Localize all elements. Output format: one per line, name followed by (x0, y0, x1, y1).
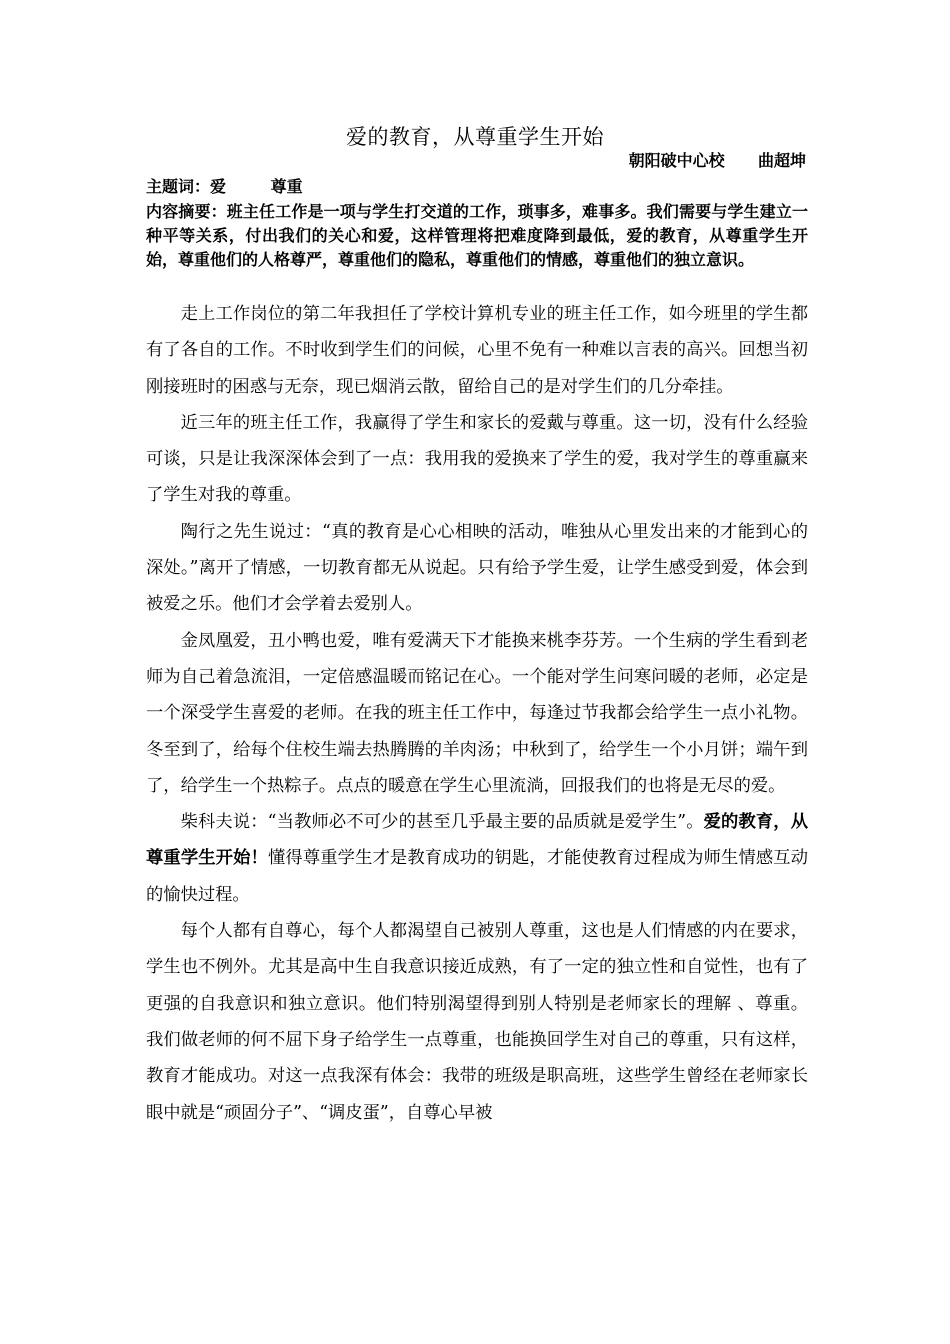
body-paragraph-1: 走上工作岗位的第二年我担任了学校计算机专业的班主任工作，如今班里的学生都有了各自的工作。不时收到学生们的问候，心里不免有一种难以言表的高兴。回想当初刚接班时的困惑与无奈，现已烟消云散，留给自己的是对学生们的几分牵挂。 (146, 304, 808, 397)
keywords-line: 主题词：爱 尊重 (146, 177, 303, 196)
author-line: 朝阳破中心校 曲超坤 (628, 151, 806, 170)
body-paragraph-2: 近三年的班主任工作，我赢得了学生和家长的爱戴与尊重。这一切，没有什么经验可谈，只是让我深深体会到了一点：我用我的爱换来了学生的爱，我对学生的尊重赢来了学生对我的尊重。 (146, 412, 808, 506)
body-paragraph-4: 金凤凰爱，丑小鸭也爱，唯有爱满天下才能换来桃李芬芳。一个生病的学生看到老师为自己着急流泪，一定倍感温暖而铭记在心。一个能对学生问寒问暖的老师，必定是一个深受学生喜爱的老师。在我的班主任工作中，每逢过节我都会给学生一点小礼物。冬至到了，给每个住校生端去热腾腾的羊肉汤；中秋到了，给学生一个小月饼；端午到了，给学生一个热粽子。点点的暖意在学生心里流淌，回报我们的也将是无尽的爱。 (146, 630, 808, 796)
paragraph-5-emphasis: 爱的教育，从尊重学生开始！ (146, 812, 808, 869)
body-text (146, 296, 808, 1131)
body-paragraph-6: 每个人都有自尊心，每个人都渴望自己被别人尊重，这也是人们情感的内在要求，学生也不例外。尤其是高中生自我意识接近成熟，有了一定的独立性和自觉性，也有了更强的自我意识和独立意识。他们特别渴望得到别人特别是老师家长的理解 、尊重。我们做老师的何不屈下身子给学生一点尊重，也能换回学生对自己的尊重，只有这样，教育才能成功。对这一点我深有体会：我带的班级是职高班，这些学生曾经在老师家长眼中就是“顽固分子”、“调皮蛋”，自尊心早被 (146, 921, 808, 1123)
body-paragraph-5 (146, 804, 808, 913)
body-paragraph-3: 陶行之先生说过：“真的教育是心心相映的活动，唯独从心里发出来的才能到心的深处。”离开了情感，一切教育都无从说起。只有给予学生爱，让学生感受到爱，体会到被爱之乐。他们才会学着去爱别人。 (146, 521, 808, 615)
paragraph-5-rest: 懂得尊重学生才是教育成功的钥匙，才能使教育过程成为师生情感互动的愉快过程。 (146, 848, 808, 905)
document-title: 爱的教育，从尊重学生开始 (346, 125, 604, 149)
abstract-paragraph: 内容摘要：班主任工作是一项与学生打交道的工作，琐事多，难事多。我们需要与学生建立一种平等关系，付出我们的关心和爱，这样管理将把难度降到最低，爱的教育，从尊重学生开始，尊重他们的人格尊严，尊重他们的隐私，尊重他们的情感，尊重他们的独立意识。 (146, 202, 808, 269)
paragraph-5-quote: 柴科夫说：“当教师必不可少的甚至几乎最主要的品质就是爱学生”。 (180, 812, 704, 833)
